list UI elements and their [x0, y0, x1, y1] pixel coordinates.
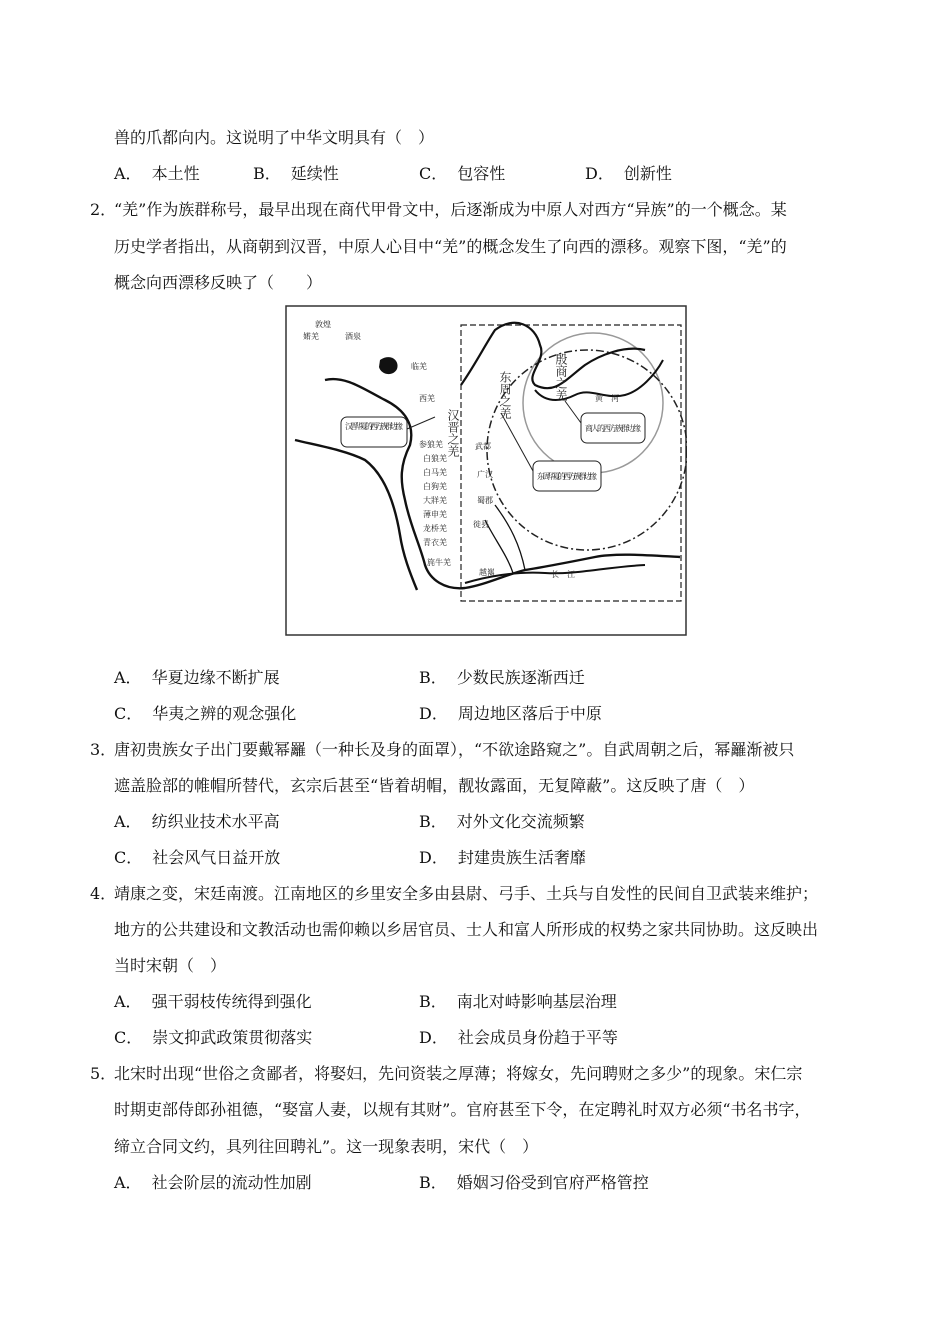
q4-stem-line-1: 靖康之变，宋廷南渡。江南地区的乡里安全多由县尉、弓手、土兵与自发性的民间自卫武装来维护；	[114, 884, 819, 903]
option-text: 强干弱枝传统得到强化	[151, 992, 312, 1011]
option-label: B．	[253, 164, 281, 183]
option-text: 少数民族逐渐西迁	[456, 668, 585, 687]
option-text: 社会风气日益开放	[152, 848, 281, 867]
option-label: A．	[114, 1173, 142, 1192]
place-linqiang: 临羌	[411, 362, 427, 371]
option-text: 华夏边缘不断扩展	[151, 668, 280, 687]
option-label: C．	[419, 164, 448, 183]
place-dunhuang: 敦煌	[315, 320, 331, 329]
option-label: A．	[114, 668, 142, 687]
place-baigouqiang: 白狗羌	[423, 482, 447, 491]
q1-option-c[interactable]	[419, 164, 505, 184]
q1-option-d[interactable]	[585, 164, 672, 184]
q5-option-a[interactable]	[114, 1173, 312, 1193]
place-wudu: 武都	[475, 442, 491, 451]
option-label: D．	[419, 1028, 448, 1047]
option-text: 社会成员身份趋于平等	[457, 1028, 618, 1047]
option-text: 包容性	[457, 164, 506, 183]
option-text: 华夷之辨的观念强化	[152, 704, 297, 723]
region-han-qiang: 汉晋之羌	[446, 409, 460, 457]
option-label: C．	[114, 1028, 143, 1047]
place-bailangqiang: 白狼羌	[423, 454, 447, 463]
q5-stem-line-1: 北宋时出现“世俗之贪鄙者，将娶妇，先问资装之厚薄；将嫁女，先问聘财之多少”的现象。宋仁宗	[114, 1064, 803, 1083]
q3-option-a[interactable]	[114, 812, 280, 832]
place-ruoqiang: 婼羌	[303, 332, 319, 341]
q3-option-c[interactable]	[114, 848, 280, 868]
q3-option-b[interactable]	[419, 812, 585, 832]
callout-shang-text: 商人的西方族群边缘	[585, 424, 641, 433]
option-label: C．	[114, 704, 143, 723]
q4-number: 4．	[90, 884, 117, 903]
q3-option-d[interactable]	[419, 848, 586, 868]
q2-stem-line-2: 历史学者指出，从商朝到汉晋，中原人心目中“羌”的概念发生了向西的漂移。观察下图，“羌”的	[114, 237, 787, 256]
callout-zhou-text: 东周华夏的西方族群边缘	[537, 472, 597, 481]
q1-text-line: 兽的爪都向内。这说明了中华文明具有（ ）	[114, 128, 435, 147]
river-yellow: 黄 河	[595, 394, 619, 403]
option-label: A．	[114, 164, 142, 183]
q5-stem-line-3: 缔立合同文约，具列往回聘礼”。这一现象表明，宋代（ ）	[114, 1137, 539, 1156]
option-text: 纺织业技术水平高	[151, 812, 280, 831]
option-label: C．	[114, 848, 143, 867]
q5-number: 5．	[90, 1064, 117, 1083]
q4-stem-line-3: 当时宋朝（ ）	[114, 956, 227, 975]
place-shujun: 蜀郡	[477, 496, 493, 505]
q2-option-b[interactable]	[419, 668, 585, 688]
qiang-migration-map	[285, 305, 687, 636]
q2-number: 2．	[90, 200, 117, 219]
option-label: B．	[419, 668, 447, 687]
q1-option-b[interactable]	[253, 164, 339, 184]
option-label: B．	[419, 992, 447, 1011]
option-text: 社会阶层的流动性加剧	[151, 1173, 312, 1192]
place-guanghan: 广汉	[477, 470, 493, 479]
callout-han-text: 汉晋华夏的西方族群边缘	[345, 422, 403, 431]
q4-option-c[interactable]	[114, 1028, 312, 1048]
q4-option-d[interactable]	[419, 1028, 618, 1048]
place-boshenqiang: 薄申羌	[423, 510, 447, 519]
q2-option-d[interactable]	[419, 704, 602, 724]
place-maoniuqiang: 旄牛羌	[427, 558, 451, 567]
q3-number: 3．	[90, 740, 117, 759]
q5-option-b[interactable]	[419, 1173, 649, 1193]
q2-option-c[interactable]	[114, 704, 296, 724]
option-label: B．	[419, 1173, 447, 1192]
region-shang-qiang: 殷商之羌	[554, 353, 568, 401]
option-text: 创新性	[623, 164, 672, 183]
place-longqiaoqiang: 龙桥羌	[423, 524, 447, 533]
option-text: 婚姻习俗受到官府严格管控	[456, 1173, 649, 1192]
q2-stem-line-1: “羌”作为族群称号，最早出现在商代甲骨文中，后逐渐成为中原人对西方“异族”的一个概念。某	[114, 200, 787, 219]
q3-stem-line-1: 唐初贵族女子出门要戴幂䍦（一种长及身的面罩），“不欲途路窥之”。自武周朝之后，幂䍦渐被只	[114, 740, 795, 759]
q5-stem-line-2: 时期吏部侍郎孙祖德，“娶富人妻，以规有其财”。官府甚至下令，在定聘礼时双方必须“书名书字，	[114, 1100, 811, 1119]
place-qingyiqiang: 青衣羌	[423, 538, 447, 547]
option-text: 周边地区落后于中原	[457, 704, 602, 723]
option-text: 崇文抑武政策贯彻落实	[152, 1028, 313, 1047]
option-text: 南北对峙影响基层治理	[456, 992, 617, 1011]
q3-stem-line-2: 遮盖脸部的帷帽所替代，玄宗后甚至“皆着胡帽，靓妆露面，无复障蔽”。这反映了唐（ ）	[114, 776, 755, 795]
option-label: D．	[419, 848, 448, 867]
option-text: 延续性	[290, 164, 339, 183]
river-yangtze: 长 江	[551, 570, 575, 579]
q1-option-a[interactable]	[114, 164, 200, 184]
option-label: D．	[585, 164, 614, 183]
region-zhou-qiang: 东周之羌	[498, 371, 512, 419]
place-dazangqiang: 大牂羌	[423, 496, 447, 505]
option-label: A．	[114, 812, 142, 831]
place-yuesui: 越嶲	[479, 568, 495, 577]
option-text: 本土性	[151, 164, 200, 183]
q2-option-a[interactable]	[114, 668, 280, 688]
q4-stem-line-2: 地方的公共建设和文教活动也需仰赖以乡居官员、士人和富人所形成的权势之家共同协助。这反映出	[114, 920, 819, 939]
option-text: 封建贵族生活奢靡	[457, 848, 586, 867]
place-xixian: 徙县	[473, 520, 489, 529]
option-text: 对外文化交流频繁	[456, 812, 585, 831]
option-label: D．	[419, 704, 448, 723]
place-baimaqiang: 白马羌	[423, 468, 447, 477]
q4-option-a[interactable]	[114, 992, 312, 1012]
place-canlangqiang: 参狼羌	[419, 440, 443, 449]
q4-option-b[interactable]	[419, 992, 617, 1012]
option-label: B．	[419, 812, 447, 831]
place-xiqiang: 西羌	[419, 394, 435, 403]
q2-stem-line-3: 概念向西漂移反映了（ ）	[114, 273, 323, 292]
option-label: A．	[114, 992, 142, 1011]
place-jiuquan: 酒泉	[345, 332, 361, 341]
